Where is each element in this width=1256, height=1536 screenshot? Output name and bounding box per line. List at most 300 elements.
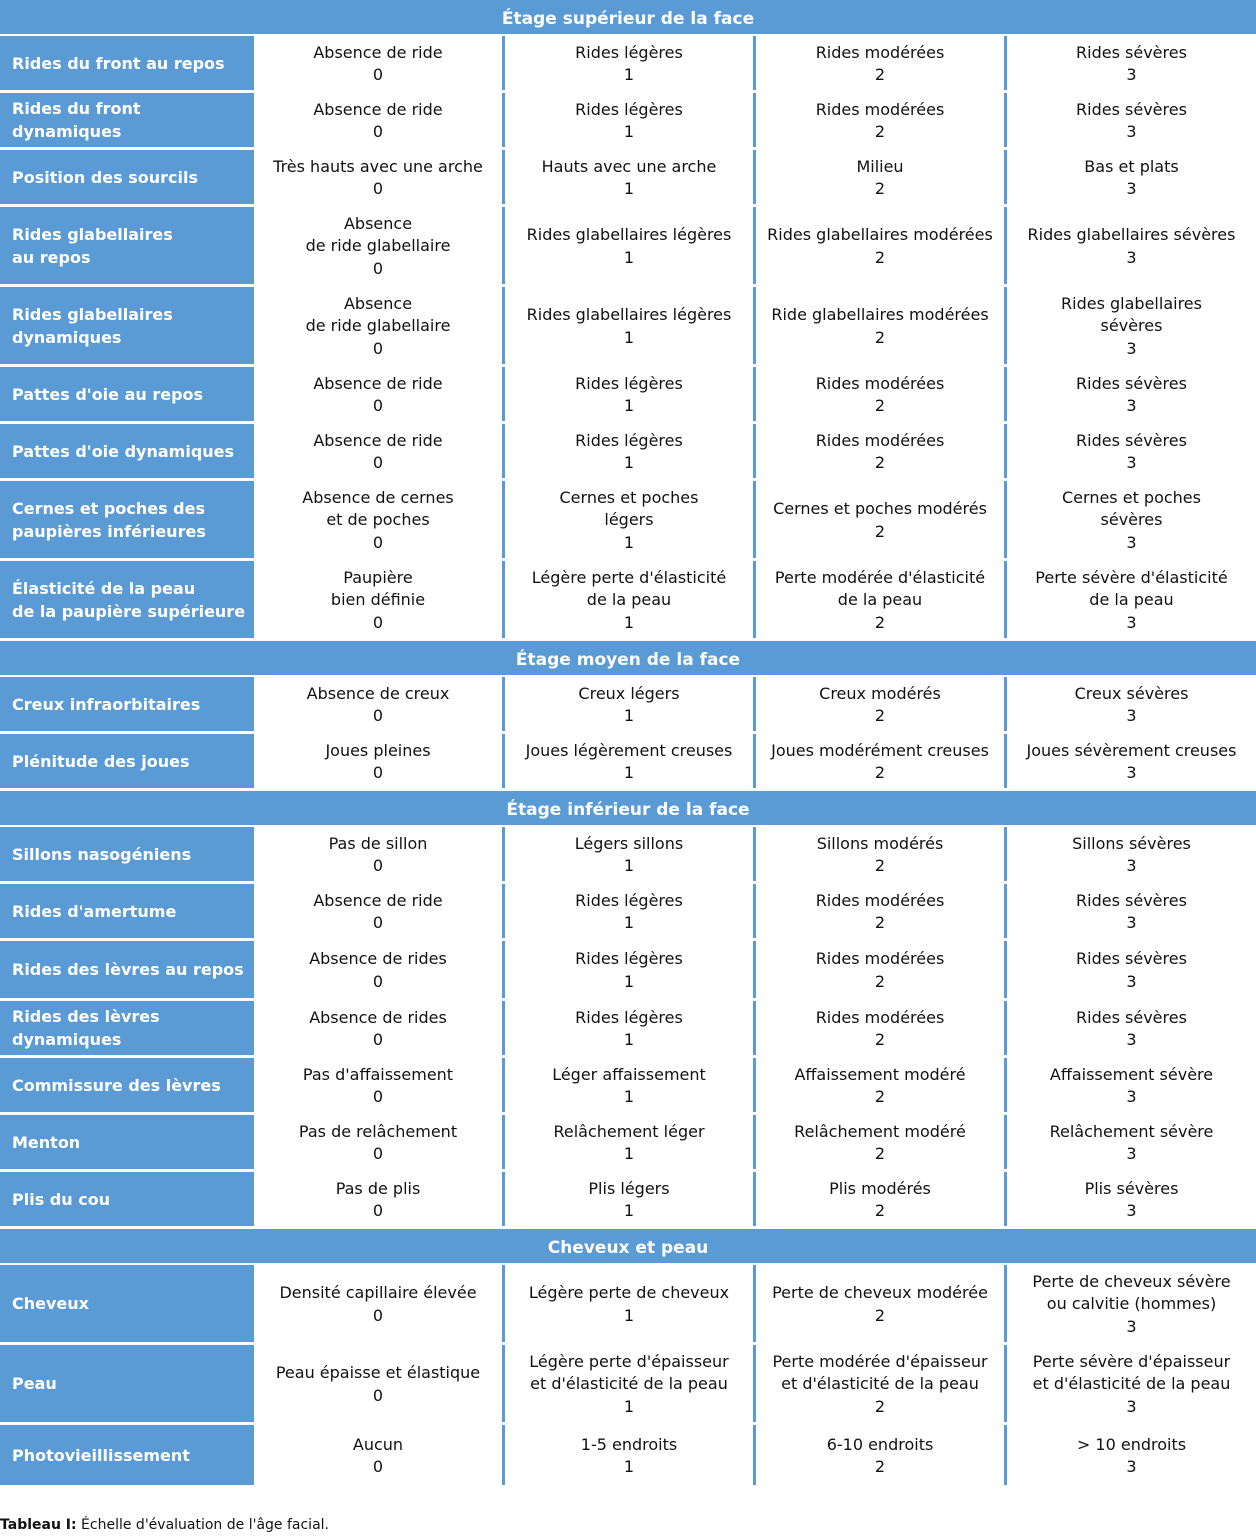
cell-score: 0 <box>372 612 384 632</box>
cell-score: 3 <box>1126 1030 1137 1049</box>
score-cell <box>254 884 502 938</box>
cell-score: 2 <box>874 706 886 725</box>
row-label: Commissure des lèvres <box>0 1058 251 1112</box>
cell-score: 0 <box>372 1305 384 1325</box>
cell-description: Cernes et poches légers <box>559 487 699 530</box>
cell-description: Paupière bien définie <box>330 567 426 610</box>
score-cell <box>1007 884 1256 938</box>
score-cell <box>756 287 1004 364</box>
cell-score: 1 <box>623 763 635 782</box>
row-label: Rides du front au repos <box>0 36 251 90</box>
cell-score: 2 <box>874 1201 886 1220</box>
cell-description: Rides sévères <box>1076 373 1187 393</box>
score-cell <box>1007 150 1256 204</box>
table-row <box>0 424 1256 481</box>
cell-description: Rides glabellaires sévères <box>1027 225 1236 244</box>
cell-score: 3 <box>1126 1144 1137 1163</box>
score-cell <box>505 677 753 731</box>
score-cell <box>505 207 753 284</box>
cell-description: Rides légères <box>575 99 683 119</box>
cell-score: 0 <box>372 1457 384 1476</box>
row-label: Photovieillissement <box>0 1425 251 1485</box>
score-cell <box>254 287 502 364</box>
cell-score: 3 <box>1126 532 1137 552</box>
cell-score: 2 <box>874 1305 886 1325</box>
score-cell <box>254 561 502 638</box>
cell-description: Absence de ride <box>313 99 443 119</box>
score-cell <box>756 827 1004 881</box>
cell-score: 0 <box>372 1087 384 1106</box>
cell-description: Hauts avec une arche <box>541 156 717 176</box>
score-cell <box>505 1425 753 1485</box>
score-cell <box>254 1058 502 1112</box>
score-cell <box>254 734 502 788</box>
score-cell <box>1007 1058 1256 1112</box>
cell-score: 2 <box>874 1087 886 1106</box>
cell-score: 3 <box>1126 856 1137 875</box>
cell-score: 1 <box>623 612 635 632</box>
cell-description: Joues sévèrement creuses <box>1026 740 1237 760</box>
cell-description: > 10 endroits <box>1076 1434 1187 1454</box>
cell-score: 3 <box>1126 1457 1137 1476</box>
table-row <box>0 1345 1256 1425</box>
cell-description: Sillons modérés <box>816 833 944 853</box>
score-cell <box>254 827 502 881</box>
section-header: Cheveux et peau <box>0 1229 1256 1265</box>
score-cell <box>1007 941 1256 998</box>
cell-description: Pas de plis <box>335 1178 421 1198</box>
cell-description: Rides glabellaires modérées <box>767 225 993 244</box>
cell-description: Absence de ride <box>313 430 443 450</box>
row-label: Cheveux <box>0 1265 251 1342</box>
score-cell <box>1007 1115 1256 1169</box>
row-label: Cernes et poches des paupières inférieures <box>0 481 251 558</box>
cell-score: 3 <box>1126 65 1137 84</box>
cell-description: Rides légères <box>575 430 683 450</box>
cell-description: Joues pleines <box>325 740 431 760</box>
cell-score: 3 <box>1126 612 1137 632</box>
cell-score: 2 <box>874 1144 886 1163</box>
section-header: Étage supérieur de la face <box>0 0 1256 36</box>
score-cell <box>756 1172 1004 1226</box>
score-cell <box>505 481 753 558</box>
row-label: Peau <box>0 1345 251 1422</box>
cell-score: 0 <box>372 913 384 932</box>
row-label: Pattes d'oie dynamiques <box>0 424 251 478</box>
cell-description: Plis sévères <box>1084 1178 1179 1198</box>
cell-description: Légère perte d'élasticité de la peau <box>531 567 727 610</box>
cell-description: Affaissement sévère <box>1049 1064 1214 1084</box>
cell-score: 3 <box>1126 453 1137 472</box>
score-cell <box>756 941 1004 998</box>
score-cell <box>505 1115 753 1169</box>
cell-score: 2 <box>874 453 886 472</box>
table-row <box>0 1425 1256 1488</box>
score-cell <box>505 1265 753 1342</box>
score-cell <box>756 150 1004 204</box>
score-cell <box>756 677 1004 731</box>
cell-description: Joues légèrement creuses <box>525 740 733 760</box>
score-cell <box>505 93 753 147</box>
cell-score: 2 <box>874 327 886 347</box>
section-header: Étage moyen de la face <box>0 641 1256 677</box>
row-label: Creux infraorbitaires <box>0 677 251 731</box>
cell-score: 0 <box>372 971 384 991</box>
score-cell <box>505 150 753 204</box>
cell-description: Rides légères <box>575 42 683 62</box>
score-cell <box>756 734 1004 788</box>
cell-score: 2 <box>874 396 886 415</box>
row-label: Élasticité de la peau de la paupière supérieure <box>0 561 251 638</box>
table-row <box>0 941 1256 1001</box>
cell-score: 3 <box>1126 1201 1137 1220</box>
cell-score: 3 <box>1126 913 1137 932</box>
cell-description: Très hauts avec une arche <box>273 156 483 176</box>
cell-description: Relâchement sévère <box>1049 1121 1214 1141</box>
cell-description: Perte modérée d'élasticité de la peau <box>774 567 986 610</box>
score-cell <box>1007 93 1256 147</box>
cell-description: Rides glabellaires sévères <box>1061 293 1202 336</box>
section-header: Étage inférieur de la face <box>0 791 1256 827</box>
score-cell <box>756 1115 1004 1169</box>
cell-score: 2 <box>874 1396 886 1416</box>
score-cell <box>756 1345 1004 1422</box>
cell-description: Joues modérément creuses <box>771 740 989 760</box>
score-cell <box>505 1001 753 1055</box>
table-row <box>0 36 1256 93</box>
cell-description: 6-10 endroits <box>826 1434 934 1454</box>
cell-score: 3 <box>1126 1396 1137 1416</box>
score-cell <box>1007 734 1256 788</box>
score-cell <box>756 424 1004 478</box>
cell-score: 0 <box>372 453 384 472</box>
score-cell <box>254 481 502 558</box>
score-cell <box>756 36 1004 90</box>
cell-score: 3 <box>1126 247 1137 267</box>
cell-description: Absence de creux <box>306 683 450 703</box>
cell-score: 0 <box>372 856 384 875</box>
row-label: Rides des lèvres au repos <box>0 941 251 998</box>
cell-score: 3 <box>1126 763 1137 782</box>
cell-description: Absence de ride <box>313 890 443 910</box>
cell-description: Aucun <box>352 1434 404 1454</box>
cell-score: 1 <box>623 247 635 267</box>
cell-score: 0 <box>372 1030 384 1049</box>
cell-score: 3 <box>1126 122 1137 141</box>
cell-score: 2 <box>874 179 886 198</box>
cell-description: Densité capillaire élevée <box>279 1283 477 1302</box>
score-cell <box>756 1265 1004 1342</box>
cell-description: 1-5 endroits <box>580 1434 678 1454</box>
cell-description: Rides sévères <box>1076 430 1187 450</box>
cell-score: 0 <box>372 65 384 84</box>
score-cell <box>1007 367 1256 421</box>
row-label: Menton <box>0 1115 251 1169</box>
cell-score: 1 <box>623 1305 635 1325</box>
cell-description: Rides sévères <box>1076 99 1187 119</box>
cell-score: 1 <box>623 1087 635 1106</box>
cell-score: 0 <box>372 763 384 782</box>
cell-score: 1 <box>623 179 635 198</box>
table-row <box>0 207 1256 287</box>
cell-score: 3 <box>1126 396 1137 415</box>
cell-score: 2 <box>874 913 886 932</box>
table-row <box>0 93 1256 150</box>
cell-description: Absence de cernes et de poches <box>302 487 454 530</box>
score-cell <box>756 367 1004 421</box>
cell-description: Rides modérées <box>815 42 945 62</box>
cell-score: 2 <box>874 1030 886 1049</box>
score-cell <box>756 93 1004 147</box>
score-cell <box>505 287 753 364</box>
cell-description: Légère perte d'épaisseur et d'élasticité de la peau <box>529 1351 729 1394</box>
score-cell <box>254 941 502 998</box>
cell-description: Rides glabellaires légères <box>526 305 732 324</box>
row-label: Plis du cou <box>0 1172 251 1226</box>
score-cell <box>254 36 502 90</box>
score-cell <box>756 1425 1004 1485</box>
score-cell <box>1007 1172 1256 1226</box>
table-row <box>0 1265 1256 1345</box>
cell-description: Rides modérées <box>815 430 945 450</box>
cell-description: Creux modérés <box>819 683 941 703</box>
cell-score: 1 <box>623 532 635 552</box>
cell-description: Léger affaissement <box>552 1064 706 1084</box>
score-cell <box>1007 1345 1256 1422</box>
cell-description: Légers sillons <box>574 833 684 853</box>
cell-description: Absence de ride <box>313 373 443 393</box>
score-cell <box>505 424 753 478</box>
score-cell <box>1007 481 1256 558</box>
cell-score: 2 <box>874 521 886 541</box>
cell-score: 1 <box>623 1457 635 1476</box>
score-cell <box>756 561 1004 638</box>
score-cell <box>1007 424 1256 478</box>
score-cell <box>756 481 1004 558</box>
cell-score: 3 <box>1126 179 1137 198</box>
cell-description: Creux légers <box>578 683 680 703</box>
row-label: Pattes d'oie au repos <box>0 367 251 421</box>
score-cell <box>505 36 753 90</box>
cell-description: Pas de relâchement <box>298 1121 458 1141</box>
table-row <box>0 734 1256 791</box>
score-cell <box>756 207 1004 284</box>
cell-score: 0 <box>372 706 384 725</box>
score-cell <box>1007 1425 1256 1485</box>
table-row <box>0 367 1256 424</box>
cell-description: Rides sévères <box>1076 42 1187 62</box>
cell-description: Creux sévères <box>1074 683 1189 703</box>
score-cell <box>254 1001 502 1055</box>
cell-score: 3 <box>1126 706 1137 725</box>
cell-description: Ride glabellaires modérées <box>771 305 989 324</box>
cell-description: Pas d'affaissement <box>302 1064 454 1084</box>
cell-score: 3 <box>1126 1316 1137 1336</box>
cell-description: Rides modérées <box>815 99 945 119</box>
score-cell <box>1007 827 1256 881</box>
cell-description: Perte sévère d'élasticité de la peau <box>1035 567 1228 610</box>
score-cell <box>505 1172 753 1226</box>
cell-score: 1 <box>623 1396 635 1416</box>
cell-description: Rides légères <box>575 890 683 910</box>
row-label: Rides glabellaires au repos <box>0 207 251 284</box>
score-cell <box>756 1058 1004 1112</box>
score-cell <box>756 884 1004 938</box>
row-label: Position des sourcils <box>0 150 251 204</box>
score-cell <box>1007 36 1256 90</box>
cell-score: 0 <box>372 122 384 141</box>
score-cell <box>254 150 502 204</box>
cell-description: Perte sévère d'épaisseur et d'élasticité de la peau <box>1032 1351 1231 1394</box>
score-cell <box>254 677 502 731</box>
cell-score: 2 <box>874 247 886 267</box>
cell-description: Rides modérées <box>815 1007 945 1027</box>
score-cell <box>505 734 753 788</box>
score-cell <box>505 884 753 938</box>
cell-score: 2 <box>874 65 886 84</box>
cell-description: Milieu <box>856 156 904 176</box>
row-label: Rides du front dynamiques <box>0 93 251 147</box>
score-cell <box>505 1058 753 1112</box>
cell-score: 0 <box>372 1201 384 1220</box>
table-row <box>0 827 1256 884</box>
score-cell <box>1007 207 1256 284</box>
cell-description: Rides légères <box>575 949 683 968</box>
cell-score: 2 <box>874 122 886 141</box>
cell-score: 1 <box>623 913 635 932</box>
score-cell <box>505 1345 753 1422</box>
score-cell <box>1007 561 1256 638</box>
table-row <box>0 561 1256 641</box>
table-row <box>0 1058 1256 1115</box>
cell-description: Perte de cheveux modérée <box>772 1283 988 1302</box>
score-cell <box>254 367 502 421</box>
cell-score: 0 <box>372 532 384 552</box>
table-row <box>0 150 1256 207</box>
cell-description: Rides sévères <box>1076 949 1187 968</box>
cell-score: 1 <box>623 327 635 347</box>
score-cell <box>254 207 502 284</box>
cell-description: Perte modérée d'épaisseur et d'élasticité de la peau <box>772 1351 988 1394</box>
table-row <box>0 1115 1256 1172</box>
row-label: Sillons nasogéniens <box>0 827 251 881</box>
score-cell <box>254 424 502 478</box>
row-label: Rides des lèvres dynamiques <box>0 1001 251 1055</box>
cell-score: 0 <box>372 1144 384 1163</box>
cell-description: Absence de rides <box>309 949 447 968</box>
cell-description: Relâchement modéré <box>794 1121 966 1141</box>
row-label: Rides glabellaires dynamiques <box>0 287 251 364</box>
cell-score: 2 <box>874 612 886 632</box>
score-cell <box>254 1265 502 1342</box>
cell-score: 1 <box>623 856 635 875</box>
cell-description: Absence de ride glabellaire <box>305 293 451 336</box>
cell-score: 0 <box>372 396 384 415</box>
score-cell <box>254 1172 502 1226</box>
score-cell <box>756 1001 1004 1055</box>
score-cell <box>505 941 753 998</box>
cell-description: Cernes et poches sévères <box>1062 487 1201 530</box>
score-cell <box>254 1425 502 1485</box>
score-cell <box>254 1345 502 1422</box>
score-cell <box>1007 677 1256 731</box>
cell-description: Pas de sillon <box>328 833 428 853</box>
cell-score: 0 <box>372 258 384 278</box>
cell-score: 1 <box>623 65 635 84</box>
table-row <box>0 481 1256 561</box>
cell-description: Peau épaisse et élastique <box>275 1363 481 1382</box>
cell-score: 0 <box>372 179 384 198</box>
table-row <box>0 884 1256 941</box>
score-cell <box>254 93 502 147</box>
table-row <box>0 287 1256 367</box>
score-cell <box>1007 1001 1256 1055</box>
cell-description: Cernes et poches modérés <box>773 499 987 518</box>
cell-score: 1 <box>623 1144 635 1163</box>
cell-description: Absence de ride glabellaire <box>305 213 451 256</box>
cell-score: 3 <box>1126 1087 1137 1106</box>
cell-description: Plis légers <box>588 1178 670 1198</box>
cell-score: 1 <box>623 706 635 725</box>
cell-score: 3 <box>1126 971 1137 991</box>
cell-score: 0 <box>372 1385 384 1405</box>
score-cell <box>254 1115 502 1169</box>
cell-description: Rides modérées <box>815 373 945 393</box>
cell-score: 1 <box>623 1201 635 1220</box>
table-row <box>0 1001 1256 1058</box>
cell-score: 1 <box>623 122 635 141</box>
cell-description: Perte de cheveux sévère ou calvitie (hommes) <box>1032 1271 1231 1314</box>
cell-description: Rides sévères <box>1076 890 1187 910</box>
table-row <box>0 1172 1256 1229</box>
cell-score: 1 <box>623 1030 635 1049</box>
row-label: Plénitude des joues <box>0 734 251 788</box>
score-cell <box>505 367 753 421</box>
caption-text: Échelle d'évaluation de l'âge facial. <box>76 1517 329 1533</box>
cell-description: Rides sévères <box>1076 1007 1187 1027</box>
cell-description: Rides modérées <box>815 949 945 968</box>
caption-prefix: Tableau I: <box>0 1517 77 1533</box>
cell-description: Rides légères <box>575 373 683 393</box>
cell-description: Sillons sévères <box>1072 833 1191 853</box>
cell-score: 1 <box>623 453 635 472</box>
cell-score: 2 <box>874 763 886 782</box>
cell-score: 1 <box>623 971 635 991</box>
cell-description: Bas et plats <box>1084 156 1179 176</box>
cell-description: Affaissement modéré <box>794 1064 966 1084</box>
cell-score: 2 <box>874 971 886 991</box>
score-cell <box>1007 1265 1256 1342</box>
cell-description: Absence de rides <box>309 1007 447 1027</box>
cell-score: 1 <box>623 396 635 415</box>
cell-description: Rides glabellaires légères <box>526 225 732 244</box>
cell-description: Absence de ride <box>313 42 443 62</box>
cell-description: Plis modérés <box>829 1178 931 1198</box>
score-cell <box>505 827 753 881</box>
score-cell <box>505 561 753 638</box>
cell-description: Relâchement léger <box>553 1121 705 1141</box>
cell-description: Légère perte de cheveux <box>528 1283 730 1302</box>
row-label: Rides d'amertume <box>0 884 251 938</box>
cell-description: Rides modérées <box>815 890 945 910</box>
cell-score: 3 <box>1126 338 1137 358</box>
table-caption <box>0 1517 329 1533</box>
cell-description: Rides légères <box>575 1007 683 1027</box>
cell-score: 2 <box>874 1457 886 1476</box>
cell-score: 2 <box>874 856 886 875</box>
score-cell <box>1007 287 1256 364</box>
cell-score: 0 <box>372 338 384 358</box>
